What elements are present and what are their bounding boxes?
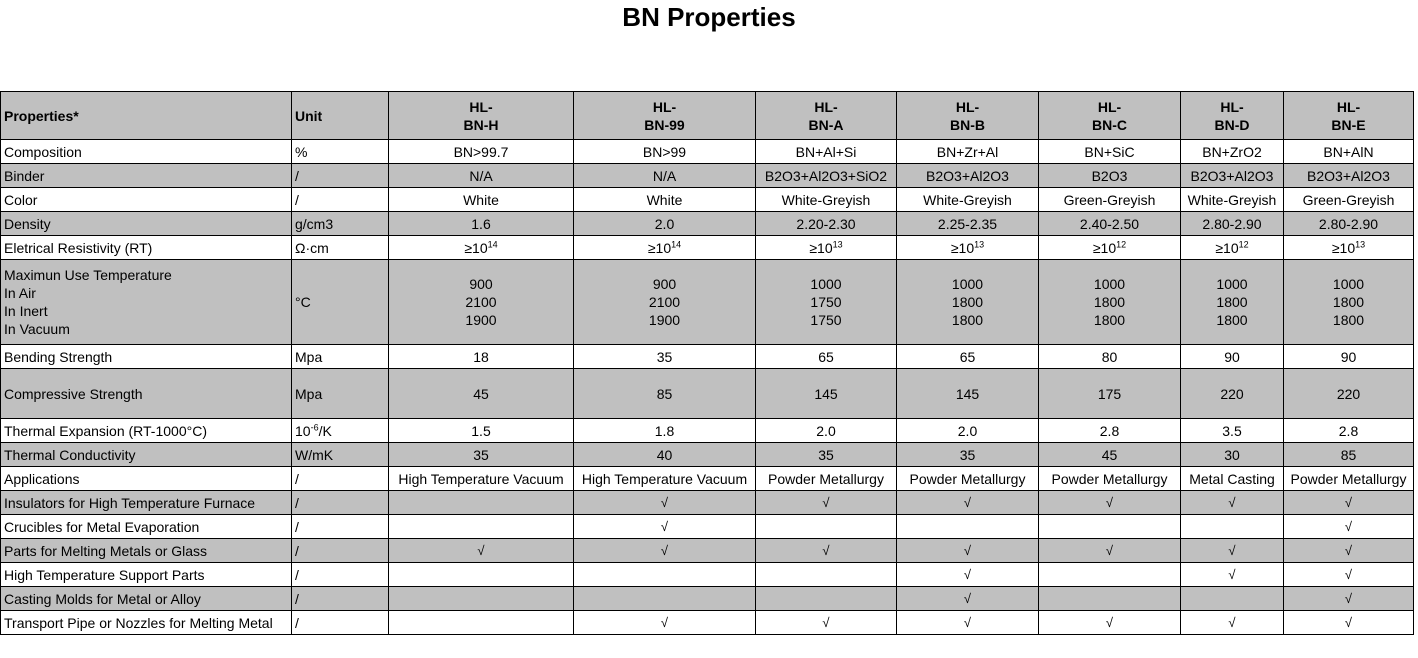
value-cell: [574, 563, 756, 587]
table-row: [1, 212, 1414, 236]
table-row: [1, 419, 1414, 443]
value-cell: [756, 563, 897, 587]
value-cell: 65: [756, 345, 897, 369]
check-mark: √: [756, 611, 897, 635]
header-row: [1, 92, 1414, 140]
property-label: Crucibles for Metal Evaporation: [1, 515, 292, 539]
unit-cell: Mpa: [292, 369, 389, 419]
unit-cell: /: [292, 164, 389, 188]
value-cell: 45: [1039, 443, 1181, 467]
value-cell: White-Greyish: [1181, 188, 1284, 212]
value-cell: BN>99.7: [389, 140, 574, 164]
value-cell: $\ge 10^{13}$: [756, 236, 897, 260]
value-cell: BN+Zr+Al: [897, 140, 1039, 164]
value-cell: 35: [574, 345, 756, 369]
header-grade: HL- BN-99: [574, 92, 756, 140]
value-cell: High Temperature Vacuum: [389, 467, 574, 491]
value-cell: 1.5: [389, 419, 574, 443]
value-cell: Green-Greyish: [1039, 188, 1181, 212]
check-mark: √: [574, 515, 756, 539]
unit-cell: /: [292, 467, 389, 491]
value-cell: $\ge 10^{12}$: [1181, 236, 1284, 260]
property-label: Compressive Strength: [1, 369, 292, 419]
value-cell: 80: [1039, 345, 1181, 369]
unit-cell: /: [292, 491, 389, 515]
check-mark: √: [897, 563, 1039, 587]
bn-properties-table: [0, 91, 1414, 635]
property-label: Binder: [1, 164, 292, 188]
value-cell: 2.0: [897, 419, 1039, 443]
value-cell: B2O3+Al2O3: [1181, 164, 1284, 188]
value-cell: B2O3+Al2O3+SiO2: [756, 164, 897, 188]
value-cell: [897, 515, 1039, 539]
value-cell: 45: [389, 369, 574, 419]
value-cell: 2.20-2.30: [756, 212, 897, 236]
value-cell: 1000 1800 1800: [1284, 260, 1414, 345]
value-cell: B2O3+Al2O3: [1284, 164, 1414, 188]
check-mark: √: [756, 491, 897, 515]
table-row: [1, 515, 1414, 539]
value-cell: 90: [1284, 345, 1414, 369]
table-row: [1, 260, 1414, 345]
check-mark: √: [1181, 611, 1284, 635]
check-mark: √: [389, 539, 574, 563]
header-properties: Properties*: [1, 92, 292, 140]
value-cell: Powder Metallurgy: [897, 467, 1039, 491]
value-cell: 1.8: [574, 419, 756, 443]
check-mark: √: [1284, 587, 1414, 611]
value-cell: [756, 515, 897, 539]
property-label: Casting Molds for Metal or Alloy: [1, 587, 292, 611]
value-cell: [756, 587, 897, 611]
table-row: [1, 345, 1414, 369]
property-label: Insulators for High Temperature Furnace: [1, 491, 292, 515]
value-cell: [389, 611, 574, 635]
value-cell: 1000 1750 1750: [756, 260, 897, 345]
value-cell: High Temperature Vacuum: [574, 467, 756, 491]
check-mark: √: [1284, 611, 1414, 635]
value-cell: 2.8: [1039, 419, 1181, 443]
header-grade: HL- BN-C: [1039, 92, 1181, 140]
table-row: [1, 164, 1414, 188]
property-label: Thermal Expansion (RT-1000°C): [1, 419, 292, 443]
value-cell: 2.0: [756, 419, 897, 443]
property-label: Applications: [1, 467, 292, 491]
check-mark: √: [897, 587, 1039, 611]
value-cell: 220: [1284, 369, 1414, 419]
value-cell: BN+ZrO2: [1181, 140, 1284, 164]
value-cell: BN+SiC: [1039, 140, 1181, 164]
value-cell: BN+AlN: [1284, 140, 1414, 164]
value-cell: 145: [897, 369, 1039, 419]
check-mark: √: [1039, 491, 1181, 515]
table-row: [1, 443, 1414, 467]
unit-cell: Ω·cm: [292, 236, 389, 260]
value-cell: Green-Greyish: [1284, 188, 1414, 212]
header-grade: HL- BN-E: [1284, 92, 1414, 140]
value-cell: [389, 587, 574, 611]
check-mark: √: [574, 539, 756, 563]
value-cell: 18: [389, 345, 574, 369]
check-mark: √: [1284, 491, 1414, 515]
check-mark: √: [574, 491, 756, 515]
check-mark: √: [574, 611, 756, 635]
property-label: Transport Pipe or Nozzles for Melting Metal: [1, 611, 292, 635]
table-row: [1, 587, 1414, 611]
value-cell: 175: [1039, 369, 1181, 419]
value-cell: 900 2100 1900: [574, 260, 756, 345]
table-row: [1, 467, 1414, 491]
check-mark: √: [1181, 491, 1284, 515]
value-cell: 2.80-2.90: [1181, 212, 1284, 236]
check-mark: √: [897, 539, 1039, 563]
value-cell: B2O3: [1039, 164, 1181, 188]
property-label: Eletrical Resistivity (RT): [1, 236, 292, 260]
value-cell: [389, 515, 574, 539]
header-grade: HL- BN-D: [1181, 92, 1284, 140]
value-cell: [574, 587, 756, 611]
table-row: [1, 611, 1414, 635]
value-cell: 85: [574, 369, 756, 419]
unit-cell: /: [292, 611, 389, 635]
property-label: Composition: [1, 140, 292, 164]
value-cell: 1000 1800 1800: [897, 260, 1039, 345]
value-cell: B2O3+Al2O3: [897, 164, 1039, 188]
value-cell: $\ge 10^{14}$: [389, 236, 574, 260]
value-cell: 40: [574, 443, 756, 467]
property-label: Maximun Use Temperature In Air In Inert In Vacuum: [1, 260, 292, 345]
value-cell: White-Greyish: [897, 188, 1039, 212]
table-row: [1, 563, 1414, 587]
value-cell: BN+Al+Si: [756, 140, 897, 164]
value-cell: [389, 563, 574, 587]
table-row: [1, 140, 1414, 164]
check-mark: √: [897, 491, 1039, 515]
value-cell: 2.0: [574, 212, 756, 236]
value-cell: 1.6: [389, 212, 574, 236]
value-cell: 220: [1181, 369, 1284, 419]
unit-cell: °C: [292, 260, 389, 345]
value-cell: 1000 1800 1800: [1181, 260, 1284, 345]
unit-cell: W/mK: [292, 443, 389, 467]
value-cell: 1000 1800 1800: [1039, 260, 1181, 345]
unit-cell: /: [292, 188, 389, 212]
value-cell: BN>99: [574, 140, 756, 164]
value-cell: 35: [897, 443, 1039, 467]
value-cell: 2.80-2.90: [1284, 212, 1414, 236]
value-cell: N/A: [389, 164, 574, 188]
value-cell: [1181, 515, 1284, 539]
header-unit: Unit: [292, 92, 389, 140]
value-cell: $\ge 10^{13}$: [1284, 236, 1414, 260]
property-label: Thermal Conductivity: [1, 443, 292, 467]
value-cell: Powder Metallurgy: [1039, 467, 1181, 491]
property-label: Bending Strength: [1, 345, 292, 369]
value-cell: [1039, 515, 1181, 539]
value-cell: 2.8: [1284, 419, 1414, 443]
check-mark: √: [897, 611, 1039, 635]
unit-cell: /: [292, 587, 389, 611]
check-mark: √: [1039, 539, 1181, 563]
table-row: [1, 236, 1414, 260]
value-cell: [389, 491, 574, 515]
page-title: BN Properties: [622, 2, 796, 32]
unit-cell: %: [292, 140, 389, 164]
value-cell: N/A: [574, 164, 756, 188]
unit-cell: /: [292, 515, 389, 539]
unit-cell: $10^{-6}/K$: [292, 419, 389, 443]
unit-cell: /: [292, 563, 389, 587]
value-cell: 35: [389, 443, 574, 467]
value-cell: [1039, 563, 1181, 587]
value-cell: 2.25-2.35: [897, 212, 1039, 236]
value-cell: White-Greyish: [756, 188, 897, 212]
value-cell: 85: [1284, 443, 1414, 467]
table-row: [1, 539, 1414, 563]
table-row: [1, 188, 1414, 212]
value-cell: $\ge 10^{12}$: [1039, 236, 1181, 260]
unit-cell: g/cm3: [292, 212, 389, 236]
property-label: Color: [1, 188, 292, 212]
value-cell: Powder Metallurgy: [756, 467, 897, 491]
property-label: Parts for Melting Metals or Glass: [1, 539, 292, 563]
property-label: Density: [1, 212, 292, 236]
check-mark: √: [1284, 515, 1414, 539]
value-cell: White: [389, 188, 574, 212]
property-label: High Temperature Support Parts: [1, 563, 292, 587]
check-mark: √: [1181, 539, 1284, 563]
value-cell: Metal Casting: [1181, 467, 1284, 491]
check-mark: √: [1284, 563, 1414, 587]
value-cell: Powder Metallurgy: [1284, 467, 1414, 491]
unit-cell: /: [292, 539, 389, 563]
check-mark: √: [1039, 611, 1181, 635]
check-mark: √: [1181, 563, 1284, 587]
value-cell: 145: [756, 369, 897, 419]
table-row: [1, 369, 1414, 419]
value-cell: 900 2100 1900: [389, 260, 574, 345]
value-cell: $\ge 10^{14}$: [574, 236, 756, 260]
header-grade: HL- BN-B: [897, 92, 1039, 140]
table-row: [1, 491, 1414, 515]
value-cell: 35: [756, 443, 897, 467]
header-grade: HL- BN-H: [389, 92, 574, 140]
header-grade: HL- BN-A: [756, 92, 897, 140]
unit-cell: Mpa: [292, 345, 389, 369]
value-cell: White: [574, 188, 756, 212]
value-cell: 65: [897, 345, 1039, 369]
check-mark: √: [1284, 539, 1414, 563]
value-cell: [1039, 587, 1181, 611]
value-cell: 2.40-2.50: [1039, 212, 1181, 236]
value-cell: $\ge 10^{13}$: [897, 236, 1039, 260]
value-cell: 3.5: [1181, 419, 1284, 443]
check-mark: √: [756, 539, 897, 563]
value-cell: 30: [1181, 443, 1284, 467]
value-cell: [1181, 587, 1284, 611]
value-cell: 90: [1181, 345, 1284, 369]
